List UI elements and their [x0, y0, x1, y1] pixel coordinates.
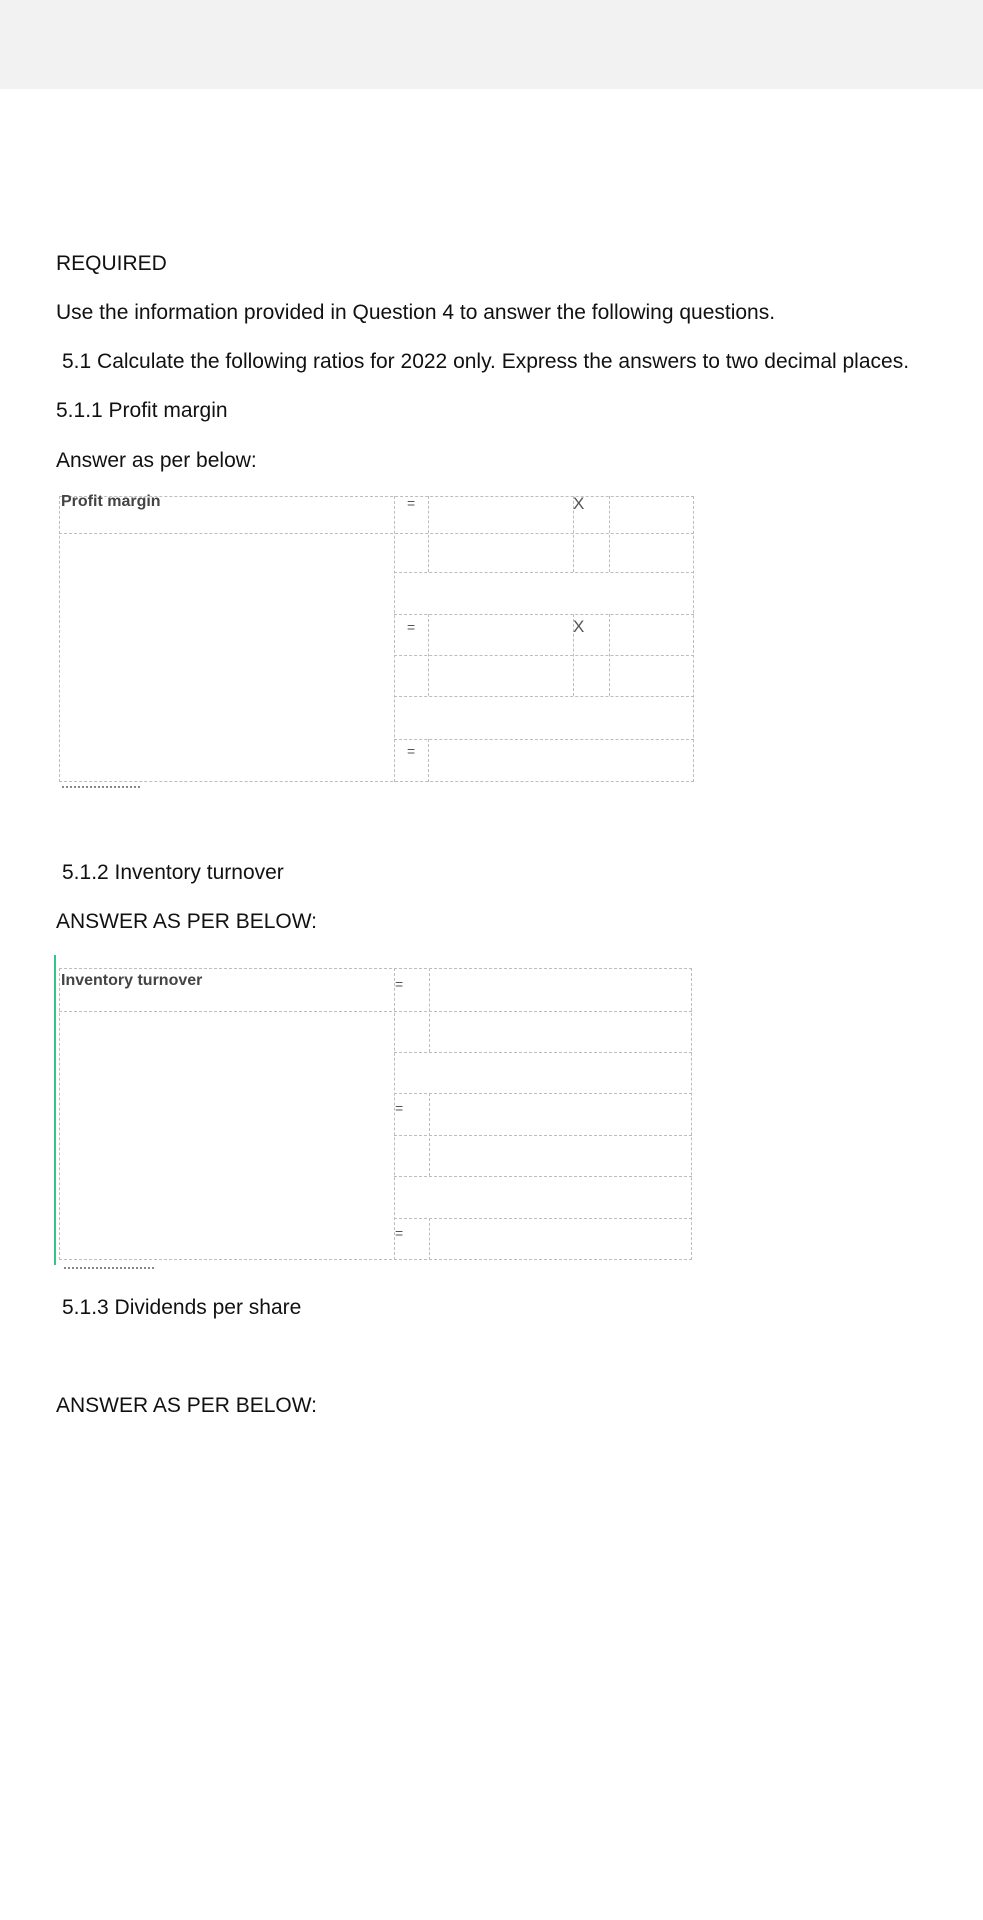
equals-sign: =: [407, 743, 416, 759]
inventory-turnover-label: Inventory turnover: [61, 972, 203, 989]
table-divider: [394, 739, 694, 740]
table-divider: [394, 614, 694, 615]
table-divider: [609, 496, 610, 572]
question-5-1-2-title: 5.1.2 Inventory turnover: [62, 861, 284, 884]
table-divider: [394, 496, 395, 782]
equals-sign: =: [395, 1100, 404, 1116]
table-divider: [59, 533, 694, 534]
instruction-text: Use the information provided in Question 4 to answer the following questions.: [56, 301, 776, 324]
table-divider: [394, 1218, 692, 1219]
answer-prompt-5-1-3: ANSWER AS PER BELOW:: [56, 1394, 318, 1417]
equals-sign: =: [407, 495, 416, 511]
answer-prompt-5-1-1: Answer as per below:: [56, 449, 257, 472]
question-5-1: 5.1 Calculate the following ratios for 2022 only. Express the answers to two decimal places.: [62, 350, 910, 373]
table-divider: [394, 1135, 692, 1136]
table-divider: [428, 496, 429, 572]
times-sign: X: [573, 494, 585, 513]
table-divider: [394, 1093, 692, 1094]
answer-prompt-5-1-2: ANSWER AS PER BELOW:: [56, 910, 318, 933]
equals-sign: =: [407, 619, 416, 635]
cropped-text-fragment: [64, 1267, 154, 1269]
question-5-1-3-title: 5.1.3 Dividends per share: [62, 1296, 302, 1319]
table-divider: [428, 739, 429, 782]
times-sign: X: [573, 617, 585, 636]
equals-sign: =: [395, 976, 404, 992]
margin-marker-bar: [54, 955, 56, 1265]
viewer-top-bar: [0, 0, 983, 89]
table-divider: [394, 696, 694, 697]
table-divider: [59, 1011, 692, 1012]
table-divider: [394, 655, 694, 656]
table-divider: [394, 1052, 692, 1053]
table-divider: [429, 1218, 430, 1260]
table-divider: [394, 572, 694, 573]
cropped-text-fragment: [62, 786, 140, 788]
required-heading: REQUIRED: [56, 252, 167, 275]
question-5-1-1-title: 5.1.1 Profit margin: [56, 399, 228, 422]
table-divider: [429, 968, 430, 1052]
table-divider: [428, 614, 429, 696]
table-divider: [609, 614, 610, 696]
table-divider: [429, 1093, 430, 1176]
profit-margin-label: Profit margin: [61, 493, 161, 510]
equals-sign: =: [395, 1225, 404, 1241]
table-divider: [394, 1176, 692, 1177]
